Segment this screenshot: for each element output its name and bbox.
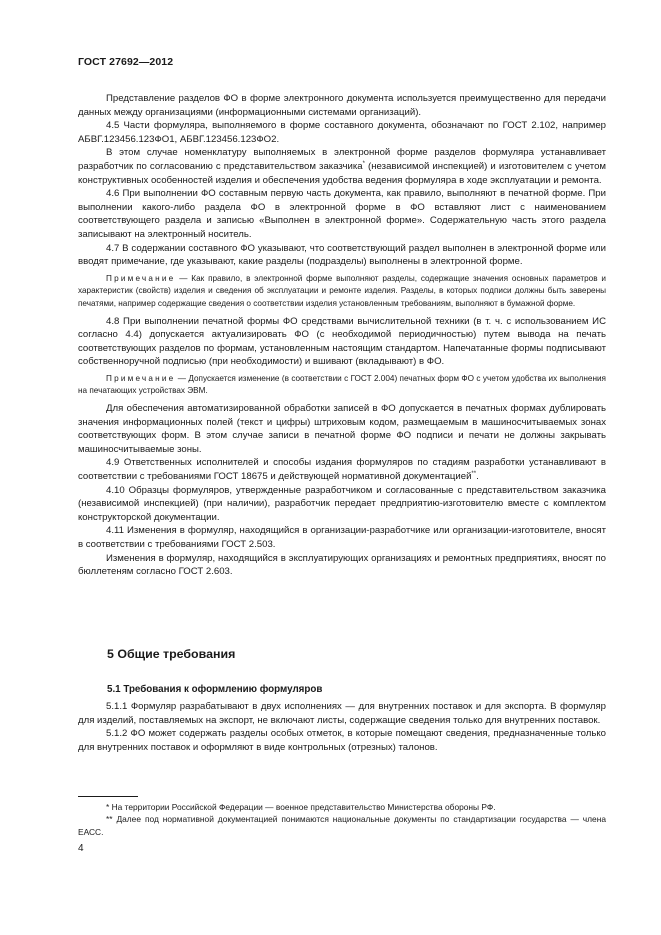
paragraph-4-9-part2: . <box>476 471 479 483</box>
note-electronic-sections <box>78 273 606 311</box>
note-text: — Как правило, в электронной форме выполняют разделы, содержащие значения основных параметров и характеристик (свойств) изделия и сведения об эксплуатации и ремонте изделия. Разделы, в которых подписи должны быть заверены печатями, например содержащие сведения о соответствии изделия установленным требованиям, выполняют в бумажной форме. <box>78 273 606 308</box>
document-code-header: ГОСТ 27692—2012 <box>78 56 174 68</box>
note-label: Примечание <box>106 273 176 283</box>
paragraph-4-6: 4.6 При выполнении ФО составным первую часть документа, как правило, выполняют в печатной форме. При выполнении какого-либо раздела ФО в электронной форме в ФО вставляют лист с наименованием соответствующего раздела и записью «Выполнен в электронной форме». Содержательную часть этого раздела записывают на электронный носитель. <box>78 188 606 240</box>
footnote-ref-2: ** <box>471 471 477 478</box>
footnote-mark: * <box>106 802 110 812</box>
note-label: Примечание <box>106 373 176 383</box>
footnote-text: Далее под нормативной документацией понимаются национальные документы по стандартизации государства — члена ЕАСС. <box>78 814 606 837</box>
paragraph-4-10: 4.10 Образцы формуляров, утвержденные разработчиком и согласованные с представительством заказчика (независимой инспекцией) (при наличии), разработчик передает предприятию-изготовителю вместе с комплектом конструкторской документации. <box>78 484 606 523</box>
footnote-2 <box>78 813 606 838</box>
paragraph-nomenclature-part2: (независимой инспекцией) и изготовителем с учетом конструктивных особенностей изделия и обеспечения удобства ведения формуляра в ходе эксплуатации и ремонта. <box>78 160 606 186</box>
section-body <box>78 700 606 754</box>
footnotes <box>78 801 606 838</box>
footnote-1 <box>78 801 606 813</box>
section-title: 5 Общие требования <box>107 647 236 661</box>
paragraph-4-9-part1: 4.9 Ответственных исполнителей и способы издания формуляров по стадиям разработки устанавливают в соответствии с требованиями ГОСТ 18675 и действующей нормативной документацией <box>78 457 606 483</box>
footnote-mark: ** <box>106 814 113 825</box>
subsection-title: 5.1 Требования к оформлению формуляров <box>107 684 323 695</box>
paragraph-5-1-1: 5.1.1 Формуляр разрабатывают в двух исполнениях — для внутренних поставок и для экспорта. В формуляр для изделий, поставляемых на экспорт, не включают листы, содержащие сведения только для внутренних поставок. <box>78 701 606 726</box>
footnote-ref-1: * <box>362 160 365 167</box>
footnote-text: На территории Российской Федерации — военное представительство Министерства обороны РФ. <box>109 802 496 812</box>
paragraph-4-5: 4.5 Части формуляра, выполняемого в форме составного документа, обозначают по ГОСТ 2.102, например АБВГ.123456.123ФО1, АБВГ.123456.123ФО2. <box>78 120 606 145</box>
paragraph-4-8: 4.8 При выполнении печатной формы ФО средствами вычислительной техники (в т. ч. с использованием ИС согласно 4.4) допускается актуализировать ФО (с необходимой периодичностью) путем вывода на печать соответствующих разделов по формам, установленным настоящим стандартом. Напечатанные формы подписывают собственноручной подписью (при необходимости) и вшивают (вкладывают) в ФО. <box>78 315 606 368</box>
note-print-forms <box>78 373 606 398</box>
footnote-divider <box>78 796 138 797</box>
paragraph-4-9 <box>78 456 606 483</box>
paragraph-nomenclature-part1: В этом случае номенклатуру выполняемых в электронной форме разделов формуляра устанавливает разработчик по согласованию с представительством заказчика <box>78 147 606 172</box>
body-text <box>78 92 606 579</box>
paragraph-4-11: 4.11 Изменения в формуляр, находящийся в организации-разработчике или организации-изготовителе, вносят в соответствии с требованиями ГОСТ 2.503. <box>78 525 606 550</box>
paragraph-nomenclature <box>78 146 606 187</box>
page-number: 4 <box>78 843 84 854</box>
paragraph-barcode: Для обеспечения автоматизированной обработки записей в ФО допускается в печатных формах дублировать значения информационных полей (текст и цифры) штриховым кодом, размещаемым в машиносчитываемых зонах соответствующих форм. В этом случае записи в печатной форме ФО подписи и печати не должны закрывать машиносчитываемые зоны. <box>78 403 606 455</box>
note-text: — Допускается изменение (в соответствии с ГОСТ 2.004) печатных форм ФО с учетом удобства их выполнения на печатающих устройствах ЭВМ. <box>78 373 606 396</box>
paragraph-changes-operators: Изменения в формуляр, находящийся в эксплуатирующих организациях и ремонтных предприятиях, вносят по бюллетеням согласно ГОСТ 2.603. <box>78 552 606 578</box>
paragraph-5-1-2: 5.1.2 ФО может содержать разделы особых отметок, в которые помещают сведения, предназначенные только для внутренних поставок и оформляют в виде контрольных (отрезных) талонов. <box>78 728 606 753</box>
paragraph-electronic-form: Представление разделов ФО в форме электронного документа используется преимущественно для передачи данных между организациями (информационными системами организаций). <box>78 93 606 118</box>
paragraph-4-7: 4.7 В содержании составного ФО указывают, что соответствующий раздел выполнен в электронной форме или вводят примечание, где указывают, какие разделы (подразделы) выполнены в электронной форме. <box>78 242 606 268</box>
